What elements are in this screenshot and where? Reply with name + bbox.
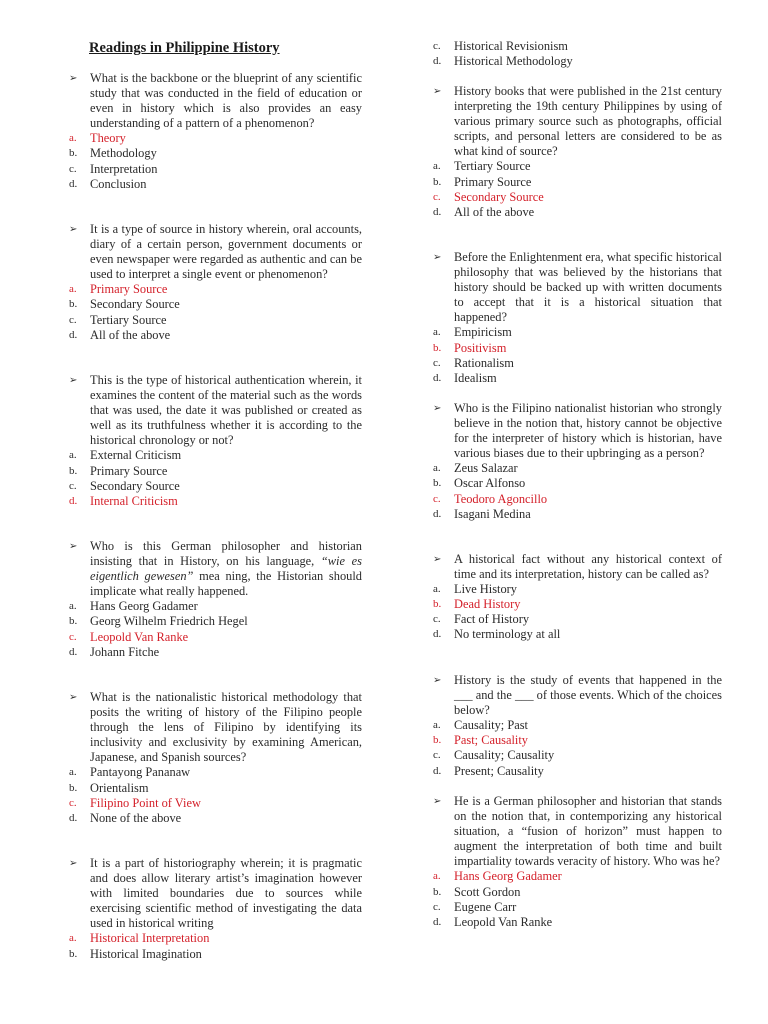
arrow-bullet-icon: ➢ [69,375,78,386]
question-text: He is a German philosopher and historian that stands on the notion that, in contemporizing any historical situation, a “fusion of horizon” must happen to augment the interpretation of both time and built impartiality towards veracity of history. Who was he? [454,794,722,869]
choice-letter: d. [433,628,442,641]
choice-letter: b. [433,341,442,354]
answer-choice [432,461,722,476]
choice-text: Zeus Salazar [454,461,518,476]
choice-letter: b. [69,464,78,477]
choice-text: Historical Interpretation [90,931,210,946]
choice-letter: d. [433,205,442,218]
choice-text: Isagani Medina [454,506,531,521]
choice-text: Rationalism [454,355,514,370]
choice-text: Primary Source [90,463,168,478]
choice-text: Pantayong Pananaw [90,765,191,780]
choice-letter: c. [433,900,441,913]
choice-letter: c. [69,162,77,175]
choice-text: Live History [454,582,517,597]
choice-text: Scott Gordon [454,884,521,899]
choice-letter: b. [433,175,442,188]
choice-letter: d. [69,494,78,507]
choice-text: Filipino Point of View [90,795,201,810]
choice-text: Present; Causality [454,763,544,778]
answer-choice [432,900,722,915]
choice-text: Methodology [90,146,157,161]
answer-choice [432,612,722,627]
answer-choice-correct [432,492,722,507]
answer-choice [432,205,722,220]
choice-text: Secondary Source [90,478,180,493]
choice-list [68,282,362,342]
choice-letter: a. [433,326,441,339]
choice-letter: b. [69,147,78,160]
answer-choice [432,476,722,491]
arrow-bullet-icon: ➢ [69,73,78,84]
question-12 [432,794,722,930]
answer-choice-correct [68,494,362,509]
arrow-bullet-icon: ➢ [433,252,442,263]
question-1 [68,71,362,192]
choice-text: Georg Wilhelm Friedrich Hegel [90,614,248,629]
choice-letter: a. [433,870,441,883]
page-title: Readings in Philippine History [89,40,280,56]
answer-choice [432,582,722,597]
arrow-bullet-icon: ➢ [433,675,442,686]
choice-letter: d. [433,764,442,777]
choice-letter: a. [69,283,77,296]
question-text: Who is this German philosopher and historian insisting that in History, on his language, “wie es eigentlich gewesen” mea ning, the Historian should implicate what really happened. [90,539,362,599]
answer-choice-correct [432,341,722,356]
answer-choice [68,599,362,614]
question-text: It is a part of historiography wherein; it is pragmatic and does allow literary artist’s imagination however with limited boundaries due to sources while exercising scientific method of investigating the data used in historical writing [90,856,362,931]
choice-letter: b. [433,885,442,898]
answer-choice [68,781,362,796]
answer-choice-correct [68,282,362,297]
question-6-continued [432,39,722,69]
arrow-bullet-icon: ➢ [69,858,78,869]
choice-text: Hans Georg Gadamer [90,599,198,614]
choice-list [68,765,362,825]
answer-choice [68,464,362,479]
answer-choice [432,718,722,733]
answer-choice [432,54,722,69]
choice-letter: a. [69,932,77,945]
choice-text: Tertiary Source [454,159,531,174]
question-text: It is a type of source in history wherein, oral accounts, diary of a certain person, government documents or even newspaper were regarded as authentic and can be used to interpret a single event or phenomenon? [90,222,362,282]
choice-text: Leopold Van Ranke [90,629,189,644]
choice-letter: b. [433,734,442,747]
choice-letter: a. [433,583,441,596]
choice-text: Causality; Past [454,718,528,733]
choice-letter: d. [69,811,78,824]
choice-text: Tertiary Source [90,312,167,327]
choice-letter: a. [69,132,77,145]
choice-list [68,599,362,659]
arrow-bullet-icon: ➢ [433,403,442,414]
answer-choice-correct [68,931,362,946]
question-text: What is the nationalistic historical methodology that posits the writing of history of the Filipino people through the lens of Filipino by identifying its inclusivity and exclusivity by examining American, Japanese, and Spanish sources? [90,690,362,765]
choice-text: Teodoro Agoncillo [454,491,548,506]
choice-text: Primary Source [454,174,532,189]
answer-choice [432,175,722,190]
choice-letter: a. [433,462,441,475]
answer-choice-correct [432,597,722,612]
arrow-bullet-icon: ➢ [433,796,442,807]
answer-choice [68,328,362,343]
choice-list [68,131,362,191]
choice-text: Eugene Carr [454,899,517,914]
choice-letter: b. [69,615,78,628]
question-text: This is the type of historical authentication wherein, it examines the content of the material such as the words that was used, the date it was published or created as well as its truthfulness whether it is according to the historical chronology or not? [90,373,362,448]
choice-text: Historical Imagination [90,946,202,961]
answer-choice [432,885,722,900]
choice-text: No terminology at all [454,627,561,642]
choice-letter: a. [69,449,77,462]
choice-letter: d. [433,55,442,68]
choice-text: None of the above [90,810,182,825]
answer-choice [432,325,722,340]
choice-text: All of the above [90,327,171,342]
answer-choice [432,748,722,763]
choice-letter: c. [433,40,441,52]
choice-letter: d. [433,915,442,928]
answer-choice [68,645,362,660]
answer-choice [432,627,722,642]
answer-choice [68,479,362,494]
choice-text: Internal Criticism [90,493,178,508]
choice-letter: c. [69,630,77,643]
choice-list [432,159,722,219]
choice-list [432,869,722,929]
question-text: Who is the Filipino nationalist historian who strongly believe in the notion that, history cannot be objective for the interpreter of history which is historian, have various biases due to their upbringing as a person? [454,401,722,461]
question-8 [432,250,722,386]
arrow-bullet-icon: ➢ [433,86,442,97]
choice-text: Idealism [454,370,497,385]
question-text: History is the study of events that happened in the ___ and the ___ of those events. Which of the choices below? [454,673,722,718]
answer-choice [432,764,722,779]
question-11 [432,673,722,779]
choice-letter: c. [69,479,77,492]
choice-letter: b. [69,781,78,794]
choice-letter: b. [69,298,78,311]
choice-list [432,461,722,521]
answer-choice [68,177,362,192]
arrow-bullet-icon: ➢ [69,692,78,703]
answer-choice [432,915,722,930]
answer-choice [432,356,722,371]
choice-text: Dead History [454,597,521,612]
answer-choice-correct [432,869,722,884]
choice-letter: a. [69,766,77,779]
answer-choice-correct [68,131,362,146]
choice-list [432,39,722,69]
choice-list [68,931,362,961]
answer-choice [68,811,362,826]
choice-text: Hans Georg Gadamer [454,869,562,884]
answer-choice [432,39,722,54]
answer-choice-correct [432,733,722,748]
choice-text: Orientalism [90,780,149,795]
choice-letter: d. [69,328,78,341]
choice-text: Primary Source [90,282,168,297]
answer-choice [432,507,722,522]
choice-letter: c. [69,796,77,809]
question-text: History books that were published in the 21st century interpreting the 19th century Philippines by using of various primary source such as photographs, official scripts, and personal letters are considered to be as what kind of source? [454,84,722,159]
question-3 [68,373,362,509]
choice-letter: a. [433,160,441,173]
german-phrase: “wie es eigentlich gewesen” [90,554,362,584]
choice-text: Secondary Source [90,297,180,312]
choice-text: Conclusion [90,176,147,191]
answer-choice-correct [68,630,362,645]
answer-choice-correct [432,190,722,205]
choice-list [432,582,722,642]
question-10 [432,552,722,643]
choice-text: Johann Fitche [90,644,160,659]
choice-letter: b. [69,947,78,960]
answer-choice-correct [68,796,362,811]
choice-text: Past; Causality [454,733,528,748]
choice-letter: d. [433,371,442,384]
answer-choice [68,765,362,780]
choice-letter: c. [69,313,77,326]
choice-letter: d. [433,507,442,520]
question-text: Before the Enlightenment era, what specific historical philosophy that was believed by the historians that history should be backed up with written documents to accept that it is a historical situation that happened? [454,250,722,325]
question-4 [68,539,362,660]
answer-choice [432,159,722,174]
answer-choice [68,297,362,312]
choice-letter: c. [433,356,441,369]
choice-letter: d. [69,645,78,658]
choice-letter: a. [433,719,441,732]
choice-letter: c. [433,190,441,203]
choice-text: Historical Methodology [454,54,573,69]
choice-letter: b. [433,477,442,490]
question-6 [68,856,362,962]
choice-text: Leopold Van Ranke [454,914,553,929]
choice-text: Theory [90,131,126,146]
answer-choice [68,313,362,328]
answer-choice [68,162,362,177]
arrow-bullet-icon: ➢ [69,541,78,552]
question-9 [432,401,722,522]
answer-choice [432,371,722,386]
choice-text: Empiricism [454,325,512,340]
choice-text: Historical Revisionism [454,39,568,53]
answer-choice [68,146,362,161]
choice-text: Causality; Causality [454,748,555,763]
arrow-bullet-icon: ➢ [433,554,442,565]
question-5 [68,690,362,826]
choice-text: External Criticism [90,448,182,463]
answer-choice [68,448,362,463]
choice-letter: b. [433,598,442,611]
choice-letter: a. [69,600,77,613]
answer-choice [68,947,362,962]
choice-text: Secondary Source [454,189,544,204]
question-2 [68,222,362,343]
choice-list [432,718,722,778]
choice-list [68,448,362,508]
choice-text: Fact of History [454,612,530,627]
choice-text: Interpretation [90,161,158,176]
choice-letter: c. [433,613,441,626]
question-text: What is the backbone or the blueprint of any scientific study that was conducted in the field of education or even in history which is also provides an easy understanding of a pattern of a phenomenon? [90,71,362,131]
question-7 [432,84,722,220]
arrow-bullet-icon: ➢ [69,224,78,235]
choice-list [432,325,722,385]
choice-text: All of the above [454,204,535,219]
choice-text: Positivism [454,340,507,355]
choice-text: Oscar Alfonso [454,476,526,491]
question-text: A historical fact without any historical context of time and its interpretation, history can be called as? [454,552,722,582]
choice-letter: c. [433,492,441,505]
answer-choice [68,614,362,629]
choice-letter: d. [69,177,78,190]
choice-letter: c. [433,749,441,762]
